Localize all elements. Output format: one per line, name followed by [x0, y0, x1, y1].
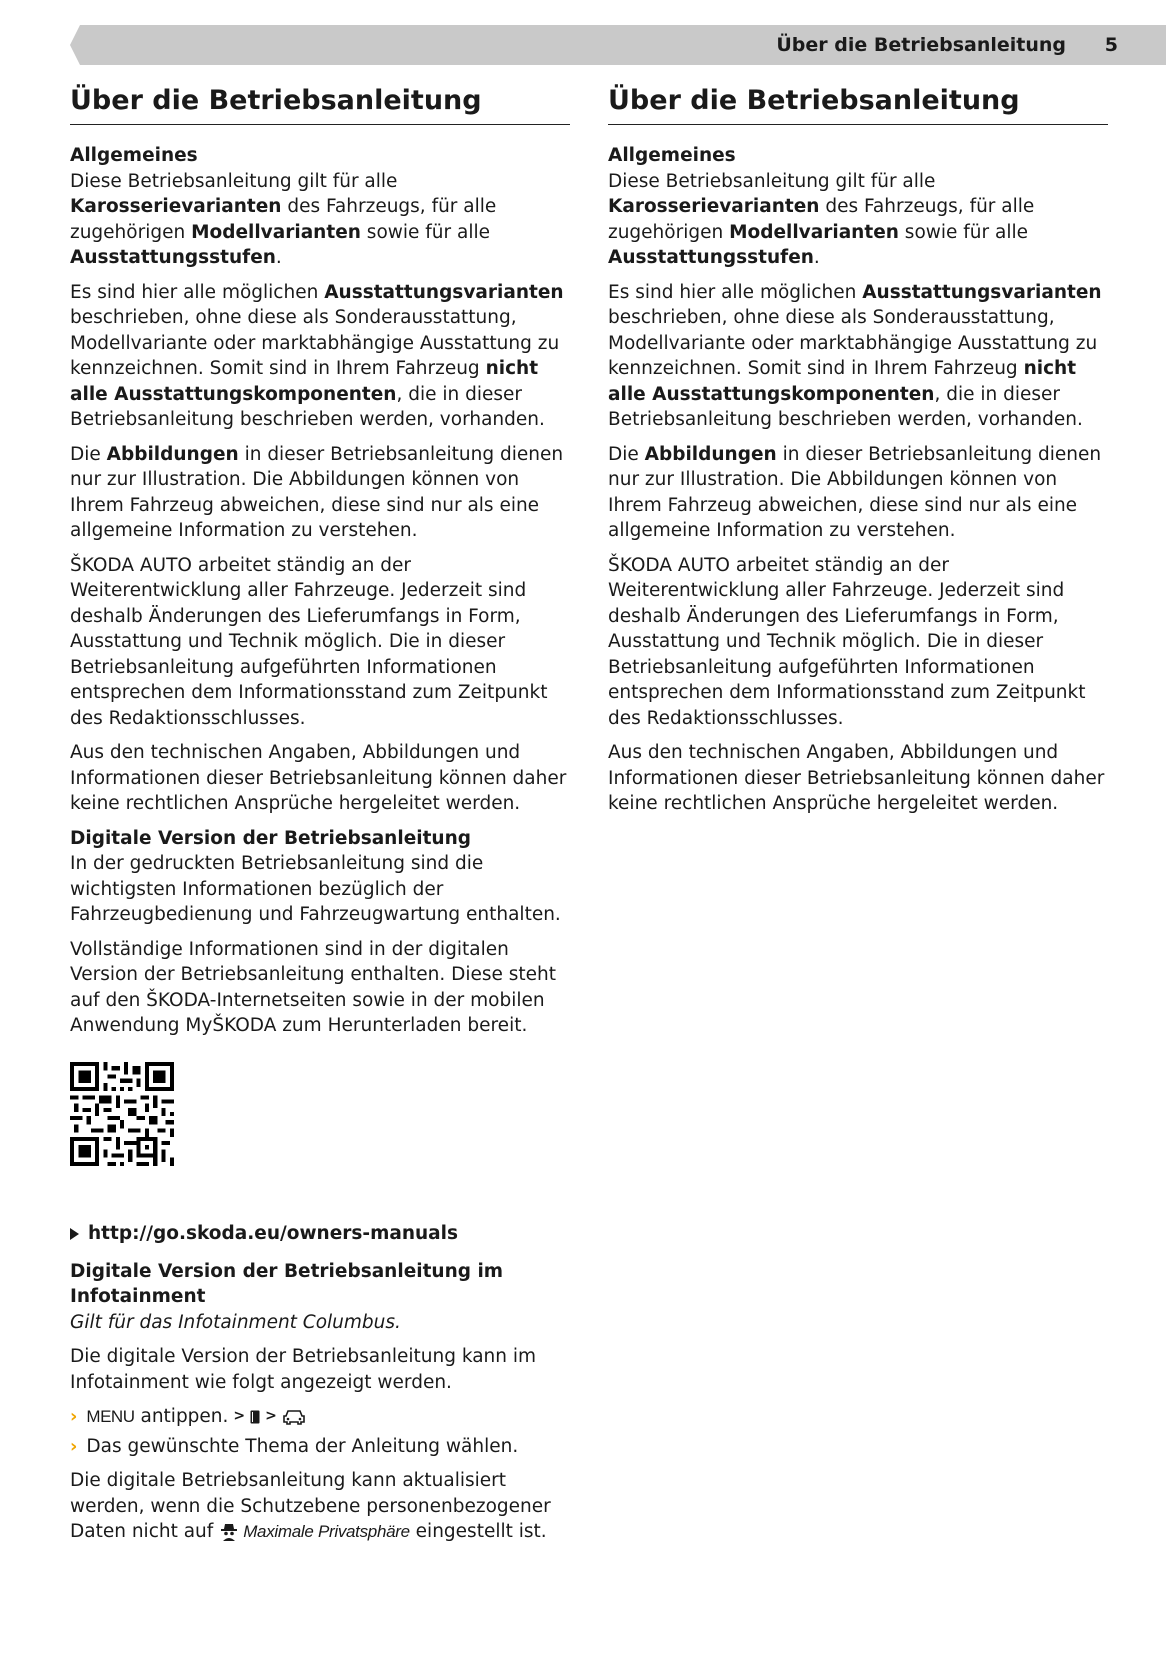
breadcrumb-separator: >	[265, 1408, 277, 1424]
car-icon	[282, 1409, 306, 1425]
step-choose-topic	[70, 1434, 570, 1460]
header-title: Über die Betriebsanleitung	[776, 34, 1066, 56]
qr-code[interactable]	[70, 1062, 174, 1166]
privacy-icon	[219, 1523, 239, 1541]
arrow-icon	[70, 1228, 79, 1240]
manual-icon	[250, 1410, 260, 1424]
paragraph-infotainment: Die digitale Version der Betriebsanleitung kann im Infotainment wie folgt angezeigt werden.	[70, 1346, 537, 1393]
paragraph-equipment: Es sind hier alle möglichen Ausstattungsvarianten beschrieben, ohne diese als Sonderausstattung, Modellvariante oder marktabhängige Ausstattung zu kennzeichnen. Somit sind in Ihrem Fahrzeug nicht alle Ausstattungskomponenten, die in dieser Betriebsanleitung beschrieben werden, vorhanden.	[608, 281, 1102, 430]
step-menu	[70, 1404, 570, 1430]
owners-manual-link[interactable]	[70, 1221, 570, 1247]
paragraph-illustrations: Die Abbildungen in dieser Betriebsanleitung dienen nur zur Illustration. Die Abbildungen können von Ihrem Fahrzeug abweichen, diese sind nur als eine allgemeine Information zu verstehen.	[70, 443, 564, 541]
right-column	[608, 78, 1108, 826]
paragraph-equipment: Es sind hier alle möglichen Ausstattungsvarianten beschrieben, ohne diese als Sonderausstattung, Modellvariante oder marktabhängige Ausstattung zu kennzeichnen. Somit sind in Ihrem Fahrzeug nicht alle Ausstattungskomponenten, die in dieser Betriebsanleitung beschrieben werden, vorhanden.	[70, 281, 564, 430]
section-title: Über die Betriebsanleitung	[608, 78, 1108, 125]
link-url[interactable]: http://go.skoda.eu/owners-manuals	[88, 1223, 459, 1244]
running-header	[70, 25, 1166, 65]
subheading-digital-version: Digitale Version der Betriebsanleitung	[70, 827, 472, 849]
left-column	[70, 78, 570, 1554]
subheading-allgemeines: Allgemeines	[70, 145, 198, 166]
paragraph-scope: Diese Betriebsanleitung gilt für alle Karosserievarianten des Fahrzeugs, für alle zugehörigen Modellvarianten sowie für alle Ausstattungsstufen.	[608, 170, 1035, 268]
infotainment-note: Gilt für das Infotainment Columbus.	[70, 1311, 401, 1333]
subheading-infotainment: Digitale Version der Betriebsanleitung im Infotainment	[70, 1260, 504, 1307]
paragraph-legal: Aus den technischen Angaben, Abbildungen und Informationen dieser Betriebsanleitung können daher keine rechtlichen Ansprüche hergeleitet werden.	[608, 742, 1105, 814]
paragraph-scope: Diese Betriebsanleitung gilt für alle Karosserievarianten des Fahrzeugs, für alle zugehörigen Modellvarianten sowie für alle Ausstattungsstufen.	[70, 170, 497, 268]
section-title: Über die Betriebsanleitung	[70, 78, 570, 125]
paragraph-update: Die digitale Betriebsanleitung kann aktualisiert werden, wenn die Schutzebene personenbezogener Daten nicht auf Maximale Privatsphäre eingestellt ist.	[70, 1470, 551, 1542]
paragraph-development: ŠKODA AUTO arbeitet ständig an der Weiterentwicklung aller Fahrzeuge. Jederzeit sind deshalb Änderungen des Lieferumfangs in Form, Ausstattung und Technik möglich. Die in dieser Betriebsanleitung aufgeführten Informationen entsprechen dem Informationsstand zum Zeitpunkt des Redaktionsschlusses.	[70, 554, 548, 729]
chevron-icon: ›	[70, 1406, 78, 1427]
privacy-label: Maximale Privatsphäre	[243, 1522, 410, 1541]
paragraph-printed-manual: In der gedruckten Betriebsanleitung sind die wichtigsten Informationen bezüglich der Fahrzeugbedienung und Fahrzeugwartung enthalten.	[70, 853, 561, 925]
menu-key: MENU	[86, 1407, 135, 1426]
page-number: 5	[1104, 34, 1118, 56]
paragraph-full-info: Vollständige Informationen sind in der digitalen Version der Betriebsanleitung enthalten. Diese steht auf den ŠKODA-Internetseiten sowie in der mobilen Anwendung MyŠKODA zum Herunterladen bereit.	[70, 938, 557, 1036]
paragraph-development: ŠKODA AUTO arbeitet ständig an der Weiterentwicklung aller Fahrzeuge. Jederzeit sind deshalb Änderungen des Lieferumfangs in Form, Ausstattung und Technik möglich. Die in dieser Betriebsanleitung aufgeführten Informationen entsprechen dem Informationsstand zum Zeitpunkt des Redaktionsschlusses.	[608, 554, 1086, 729]
step-choose-topic-text: Das gewünschte Thema der Anleitung wählen.	[86, 1435, 519, 1457]
step-menu-text: antippen.	[140, 1406, 229, 1427]
subheading-allgemeines: Allgemeines	[608, 145, 736, 166]
breadcrumb-separator: >	[233, 1408, 246, 1424]
paragraph-illustrations: Die Abbildungen in dieser Betriebsanleitung dienen nur zur Illustration. Die Abbildungen können von Ihrem Fahrzeug abweichen, diese sind nur als eine allgemeine Information zu verstehen.	[608, 443, 1102, 541]
chevron-icon: ›	[70, 1435, 78, 1457]
paragraph-legal: Aus den technischen Angaben, Abbildungen und Informationen dieser Betriebsanleitung können daher keine rechtlichen Ansprüche hergeleitet werden.	[70, 742, 567, 814]
